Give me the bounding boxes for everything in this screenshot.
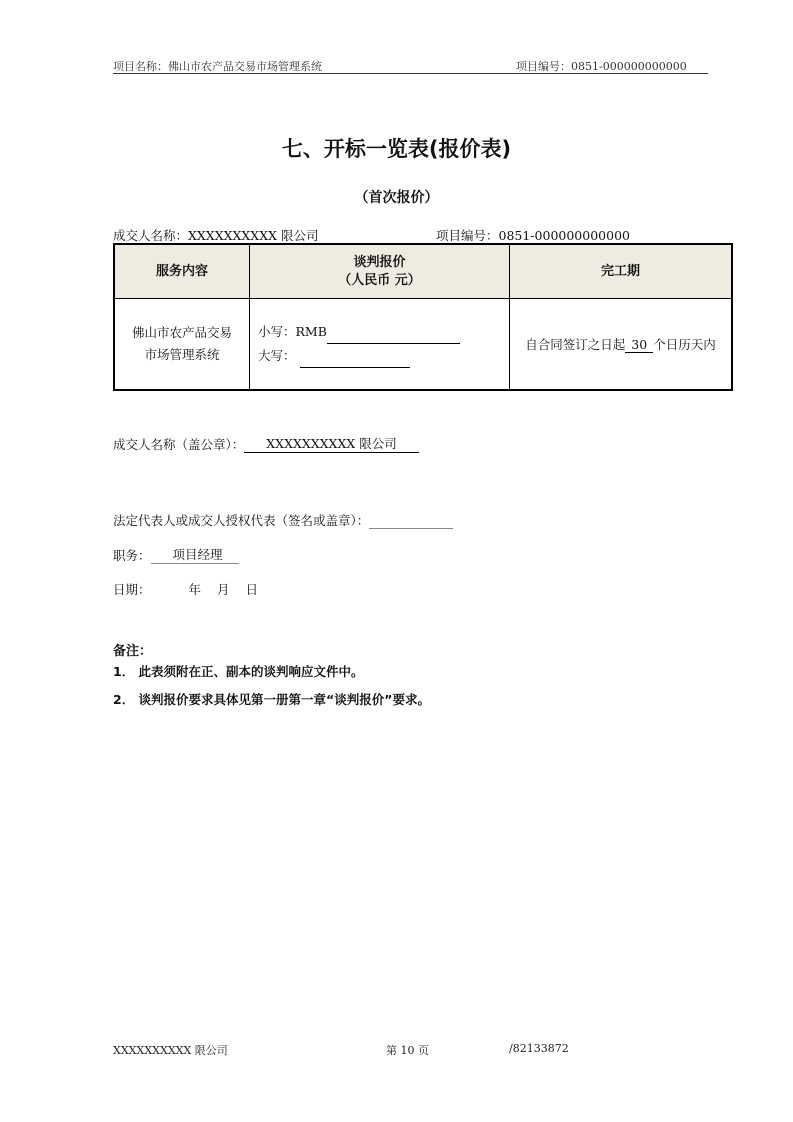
price-upper-label: 大写： (258, 348, 296, 363)
period-days[interactable]: 30 (625, 337, 653, 353)
page-subtitle: （首次报价） (354, 190, 439, 206)
period-prefix: 自合同签订之日起 (525, 337, 626, 352)
sign-rep (113, 511, 453, 529)
cell-price (250, 299, 510, 391)
header-price-line1: 谈判报价 (353, 254, 406, 270)
page-title: 七、开标一览表(报价表) (281, 137, 512, 161)
table-row (114, 299, 732, 391)
sign-position (113, 545, 239, 564)
service-line2: 市场管理系统 (144, 347, 220, 362)
sign-bidder-label: 成交人名称（盖公章）： (113, 437, 245, 452)
price-upper-field[interactable] (300, 353, 410, 368)
footer-phone: /82133872 (509, 1042, 569, 1055)
sign-bidder (113, 434, 419, 453)
price-upper (258, 344, 508, 368)
price-lower-label: 小写：RMB (258, 324, 327, 339)
info-project-no: 项目编号：0851-000000000000 (436, 228, 630, 243)
sign-date-label: 日期： (113, 582, 151, 597)
price-lower (258, 320, 508, 344)
cell-period (510, 299, 733, 391)
sign-date (113, 580, 258, 598)
quote-table-header-row (114, 244, 732, 299)
footer-page: 第 10 页 (386, 1044, 429, 1057)
price-lower-field[interactable] (327, 329, 460, 344)
sign-position-value[interactable]: 项目经理 (151, 545, 239, 564)
header-divider (113, 73, 708, 74)
sign-date-day: 日 (245, 582, 259, 597)
sign-bidder-value[interactable]: XXXXXXXXXX 限公司 (244, 434, 418, 453)
period-suffix: 个日历天内 (653, 337, 716, 352)
header-project-name: 项目名称：佛山市农产品交易市场管理系统 (113, 60, 322, 73)
header-project-no: 项目编号：0851-000000000000 (516, 60, 687, 73)
sign-date-month: 月 (217, 582, 230, 597)
cell-service (114, 299, 250, 391)
sign-position-label: 职务： (113, 548, 151, 563)
note-item-1: 1． 此表须附在正、副本的谈判响应文件中。 (113, 664, 364, 679)
header-price-line2: （人民币 元） (338, 272, 421, 288)
service-line1: 佛山市农产品交易 (131, 325, 232, 340)
sign-date-year: 年 (188, 582, 202, 597)
header-service: 服务内容 (114, 244, 250, 299)
header-period: 完工期 (510, 244, 733, 299)
header-price (250, 244, 510, 299)
quote-table (113, 243, 733, 391)
sign-rep-field[interactable] (369, 514, 453, 529)
notes-title: 备注： (113, 644, 153, 659)
bidder-name: 成交人名称：XXXXXXXXXX 限公司 (113, 228, 319, 243)
sign-rep-label: 法定代表人或成交人授权代表（签名或盖章）： (113, 513, 370, 528)
footer-company: XXXXXXXXXX 限公司 (113, 1044, 228, 1057)
note-item-2: 2． 谈判报价要求具体见第一册第一章“谈判报价”要求。 (113, 692, 430, 707)
